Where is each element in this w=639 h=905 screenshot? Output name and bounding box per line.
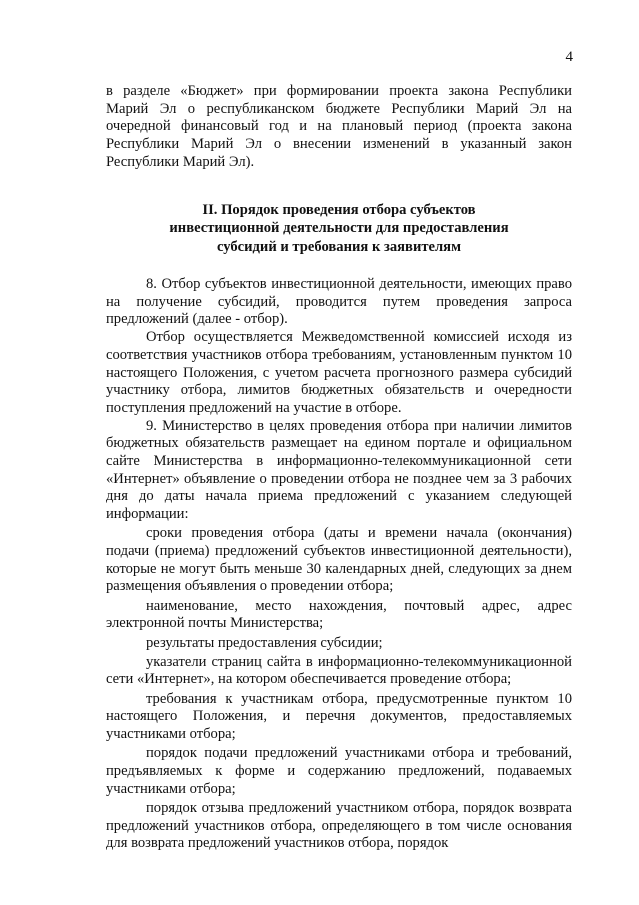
paragraph-selection-method: Отбор осуществляется Межведомственной комиссией исходя из соответствия участников отбора требованиям, установленным пунктом 10 настоящего Положения, с учетом расчета прогнозного размера субсидий участнику отбора, лимитов бюджетных обязательств и очередности поступления предложений на участие в отборе. [106,329,572,416]
paragraph-8: 8. Отбор субъектов инвестиционной деятельности, имеющих право на получение субсидий, проводится путем проведения запроса предложений (далее - отбор). [106,276,572,328]
section-heading-line: инвестиционной деятельности для предоставления [169,220,509,237]
document-body [106,83,572,853]
section-heading-line: II. Порядок проведения отбора субъектов [202,201,476,218]
list-item-submission-order: порядок подачи предложений участниками отбора и требований, предъявляемых к форме и содержанию предложений, подаваемых участниками отбора; [106,745,572,797]
section-heading [106,201,572,257]
intro-paragraph: в разделе «Бюджет» при формировании проекта закона Республики Марий Эл о республиканском бюджете Республики Марий Эл на очередной финансовый год и на плановый период (проекта закона Республики Марий Эл о внесении изменений в указанный закон Республики Марий Эл). [106,83,572,170]
paragraph-9: 9. Министерство в целях проведения отбора при наличии лимитов бюджетных обязательств размещает на едином портале и официальном сайте Министерства в информационно-телекоммуникационной сети «Интернет» объявление о проведении отбора не позднее чем за 3 рабочих дня до даты начала приема предложений с указанием следующей информации: [106,417,572,523]
list-item-contacts: наименование, место нахождения, почтовый адрес, адрес электронной почты Министерства; [106,597,572,632]
list-item-withdrawal-order: порядок отзыва предложений участником отбора, порядок возврата предложений участников отбора, определяющего в том числе основания для возврата предложений участников отбора, порядок [106,799,572,852]
list-item-requirements: требования к участникам отбора, предусмотренные пунктом 10 настоящего Положения, и перечня документов, предоставляемых участниками отбора; [106,690,572,743]
list-item-deadlines: сроки проведения отбора (даты и времени начала (окончания) подачи (приема) предложений субъектов инвестиционной деятельности), которые не могут быть меньше 30 календарных дней, следующих за днем размещения объявления о проведении отбора; [106,525,572,595]
list-item-site-pointers: указатели страниц сайта в информационно-телекоммуникационной сети «Интернет», на котором обеспечивается проведение отбора; [106,653,572,688]
section-heading-line: субсидий и требования к заявителям [216,238,462,255]
page-number: 4 [565,49,573,65]
list-item-results: результаты предоставления субсидии; [146,634,383,651]
